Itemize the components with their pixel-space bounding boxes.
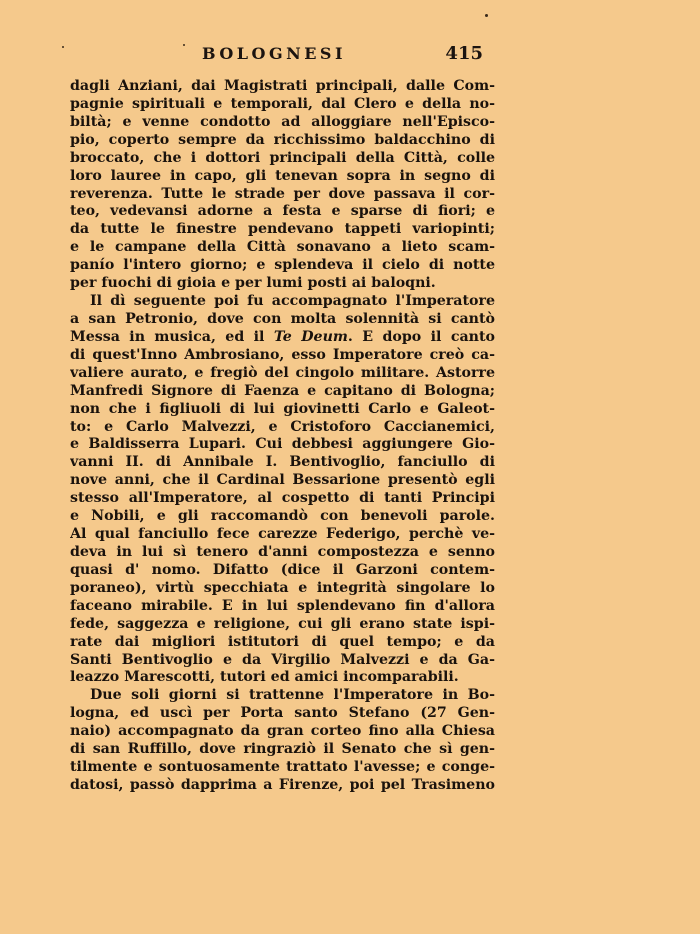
te-deum-italic: Te Deum xyxy=(273,328,348,345)
text-line: nove anni, che il Cardinal Bessarione presentò egli xyxy=(70,472,495,489)
text-line: di san Ruffillo, dove ringraziò il Senato che sì gen- xyxy=(70,741,495,758)
text-line: loro lauree in capo, gli tenevan sopra in segno di xyxy=(70,167,495,184)
text-line: faceano mirabile. E in lui splendevano fin d'allora xyxy=(70,597,495,614)
text-line: broccato, che i dottori principali della Città, colle xyxy=(70,149,495,166)
text-segment: . E dopo il canto xyxy=(347,328,495,345)
ink-speck xyxy=(485,14,488,17)
text-line: pio, coperto sempre da ricchissimo baldacchino di xyxy=(70,131,495,148)
text-line: valiere aurato, e fregiò del cingolo militare. Astorre xyxy=(70,364,495,381)
text-line: Al qual fanciullo fece carezze Federigo, perchè ve- xyxy=(70,526,495,543)
text-line: panío l'intero giorno; e splendeva il cielo di notte xyxy=(70,257,495,274)
text-line: rate dai migliori istitutori di quel tempo; e da xyxy=(70,633,495,650)
running-head-title: BOLOGNESI xyxy=(202,44,346,63)
text-line: fede, saggezza e religione, cui gli erano state ispi- xyxy=(70,615,495,632)
text-line: poraneo), virtù specchiata e integrità singolare lo xyxy=(70,579,495,596)
text-line: Santi Bentivoglio e da Virgilio Malvezzi e da Ga- xyxy=(70,651,495,668)
ink-speck xyxy=(62,46,64,48)
text-line: tilmente e sontuosamente trattato l'avesse; e conge- xyxy=(70,759,495,776)
text-line: per fuochi di gioia e per lumi posti ai baloqni. xyxy=(70,275,436,292)
text-line: teo, vedevansi adorne a festa e sparse di fiori; e xyxy=(70,203,495,220)
text-line: dagli Anziani, dai Magistrati principali, dalle Com- xyxy=(70,78,495,94)
text-line: vanni II. di Annibale I. Bentivoglio, fanciullo di xyxy=(70,454,495,471)
text-line: datosi, passò dapprima a Firenze, poi pel Trasimeno xyxy=(70,776,495,793)
text-line: a san Petronio, dove con molta solennità si cantò xyxy=(70,310,495,327)
text-segment: Messa in musica, ed il xyxy=(70,328,265,345)
text-line: leazzo Marescotti, tutori ed amici incomparabili. xyxy=(70,669,459,686)
paragraph-start-line: Due soli giorni si trattenne l'Imperatore in Bo- xyxy=(90,687,495,704)
text-line: e Baldisserra Lupari. Cui debbesi aggiungere Gio- xyxy=(70,436,495,453)
text-line: non che i figliuoli di lui giovinetti Carlo e Galeot- xyxy=(70,400,495,417)
page-number: 415 xyxy=(445,43,483,64)
text-line: pagnie spirituali e temporali, dal Clero e della no- xyxy=(70,95,495,112)
text-line: to: e Carlo Malvezzi, e Cristoforo Caccianemici, xyxy=(70,418,495,435)
text-line: deva in lui sì tenero d'anni compostezza e senno xyxy=(70,543,495,560)
text-line-with-italic xyxy=(70,329,495,347)
text-line: da tutte le finestre pendevano tappeti variopinti; xyxy=(70,221,495,238)
text-line: e Nobili, e gli raccomandò con benevoli parole. xyxy=(70,508,495,525)
running-head xyxy=(70,44,495,66)
text-line: e le campane della Città sonavano a lieto scam- xyxy=(70,239,495,256)
paragraph-start-line: Il dì seguente poi fu accompagnato l'Imperatore xyxy=(90,293,495,310)
text-line: naio) accompagnato da gran corteo fino alla Chiesa xyxy=(70,723,495,740)
text-line: quasi d' nomo. Difatto (dice il Garzoni contem- xyxy=(70,561,495,578)
body-text xyxy=(70,78,495,795)
text-line: Manfredi Signore di Faenza e capitano di Bologna; xyxy=(70,382,495,399)
ink-speck xyxy=(183,44,185,46)
text-line: reverenza. Tutte le strade per dove passava il cor- xyxy=(70,185,495,202)
text-line: di quest'Inno Ambrosiano, esso Imperatore creò ca- xyxy=(70,346,495,363)
text-line: biltà; e venne condotto ad alloggiare nell'Episco- xyxy=(70,113,495,130)
text-line: logna, ed uscì per Porta santo Stefano (27 Gen- xyxy=(70,705,495,722)
text-line: stesso all'Imperatore, al cospetto di tanti Principi xyxy=(70,490,495,507)
